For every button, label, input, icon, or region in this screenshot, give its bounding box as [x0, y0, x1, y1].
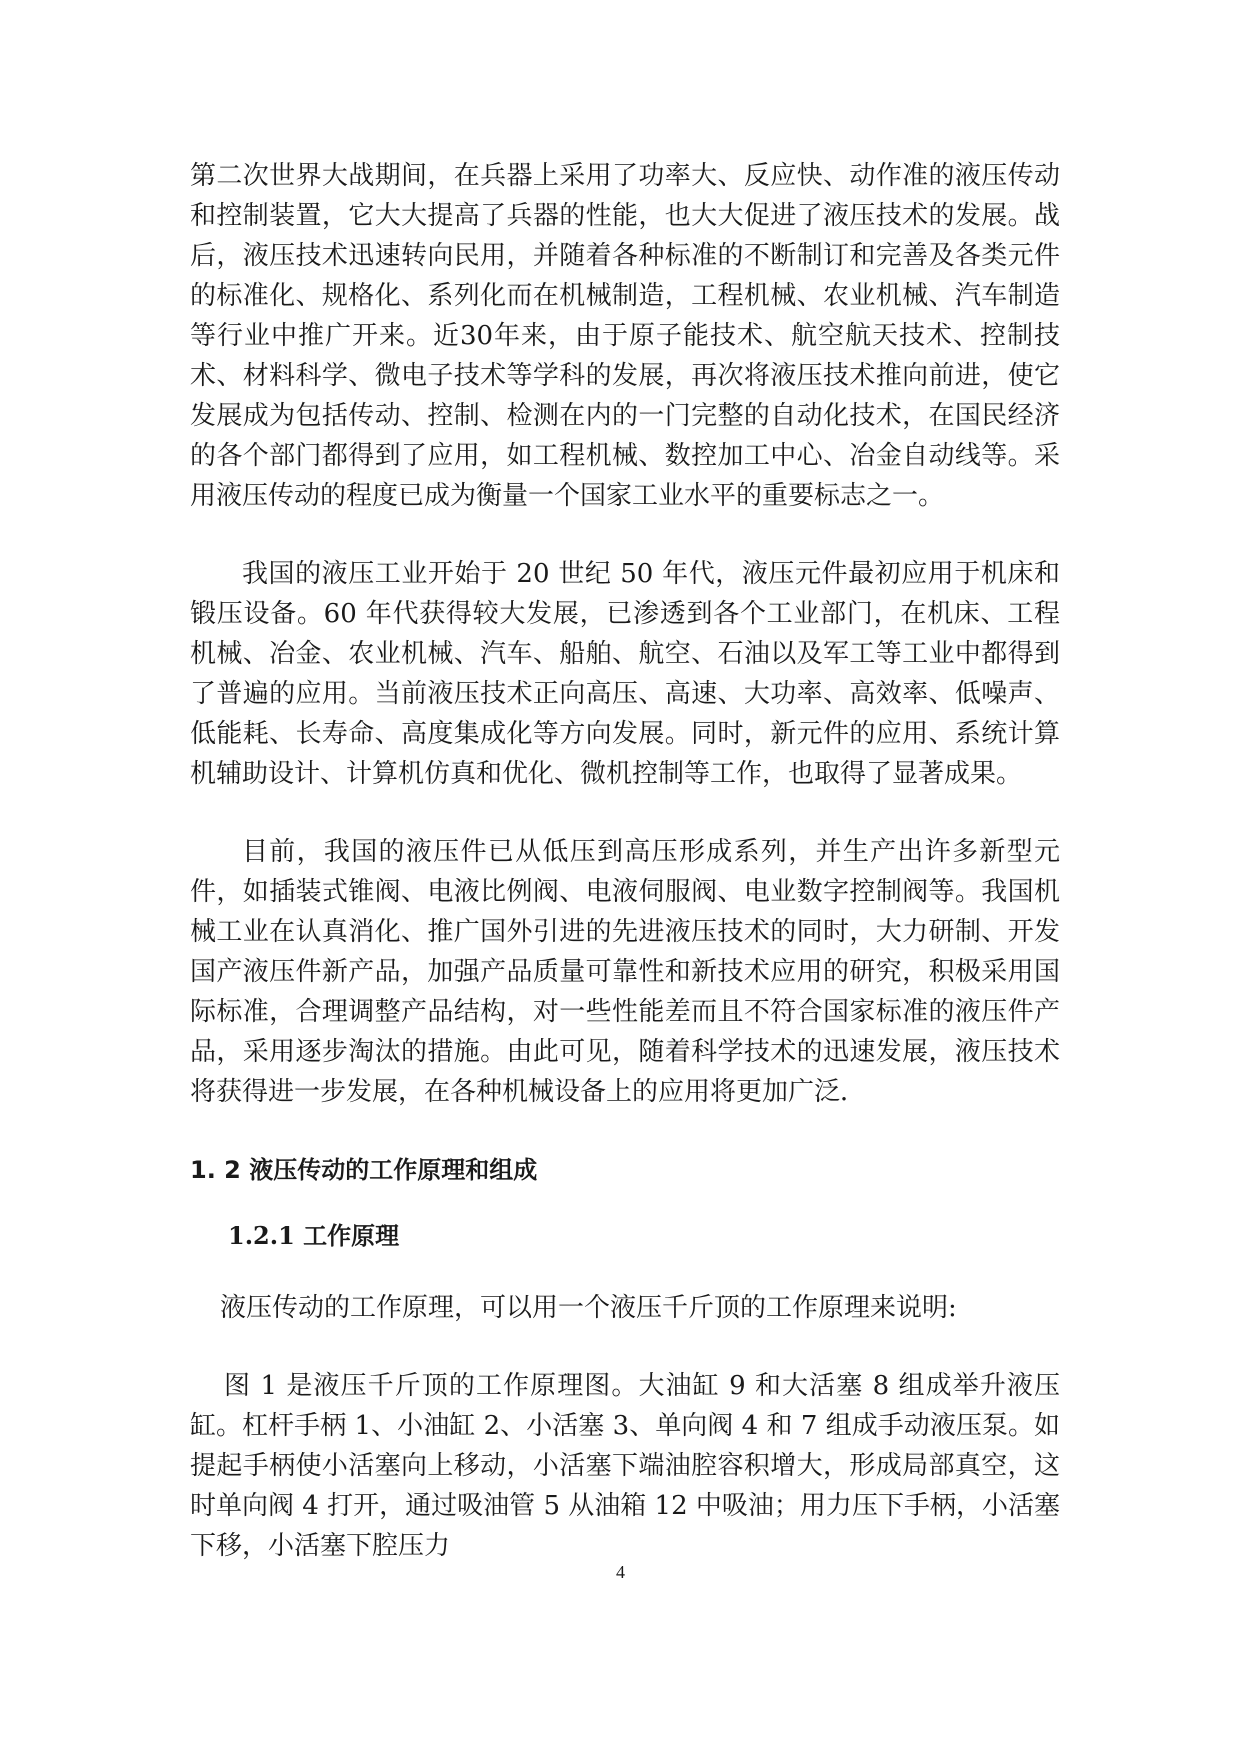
paragraph-principle-intro: 液压传动的工作原理，可以用一个液压千斤顶的工作原理来说明:: [220, 1293, 957, 1323]
subsection-heading: 1.2.1 工作原理: [228, 1221, 400, 1250]
page-number: 4: [616, 1562, 625, 1582]
paragraph-wwii-history: 第二次世界大战期间，在兵器上采用了功率大、反应快、动作准的液压传动和控制装置，它大大提高了兵器的性能，也大大促进了液压技术的发展。战后，液压技术迅速转向民用，并随着各种标准的不断制订和完善及各类元件的标准化、规格化、系列化而在机械制造，工程机械、农业机械、汽车制造等行业中推广开来。近30年来，由于原子能技术、航空航天技术、控制技术、材料科学、微电子技术等学科的发展，再次将液压技术推向前进，使它发展成为包括传动、控制、检测在内的一门完整的自动化技术，在国民经济的各个部门都得到了应用，如工程机械、数控加工中心、冶金自动线等。采用液压传动的程度已成为衡量一个国家工业水平的重要标志之一。: [190, 161, 1060, 511]
page-body: [190, 156, 1060, 1566]
paragraph-current-status: 目前，我国的液压件已从低压到高压形成系列，并生产出许多新型元件，如插装式锥阀、电液比例阀、电液伺服阀、电业数字控制阀等。我国机械工业在认真消化、推广国外引进的先进液压技术的同时，大力研制、开发国产液压件新产品，加强产品质量可靠性和新技术应用的研究，积极采用国际标准，合理调整产品结构，对一些性能差而且不符合国家标准的液压件产品，采用逐步淘汰的措施。由此可见，随着科学技术的迅速发展，液压技术将获得进一步发展，在各种机械设备上的应用将更加广泛．: [190, 837, 1060, 1107]
paragraph-figure-description: 图 1 是液压千斤顶的工作原理图。大油缸 9 和大活塞 8 组成举升液压缸。杠杆手柄 1、小油缸 2、小活塞 3、单向阀 4 和 7 组成手动液压泵。如提起手柄使小活塞向上移动，小活塞下端油腔容积增大，形成局部真空，这时单向阀 4 打开，通过吸油管 5 从油箱 12 中吸油；用力压下手柄，小活塞下移，小活塞下腔压力: [190, 1371, 1060, 1561]
section-heading: 1. 2 液压传动的工作原理和组成: [190, 1156, 538, 1184]
paragraph-china-hydraulics-history: 我国的液压工业开始于 20 世纪 50 年代，液压元件最初应用于机床和锻压设备。60 年代获得较大发展，已渗透到各个工业部门，在机床、工程机械、冶金、农业机械、汽车、船舶、航空、石油以及军工等工业中都得到了普遍的应用。当前液压技术正向高压、高速、大功率、高效率、低噪声、低能耗、长寿命、高度集成化等方向发展。同时，新元件的应用、系统计算机辅助设计、计算机仿真和优化、微机控制等工作，也取得了显著成果。: [190, 559, 1060, 789]
